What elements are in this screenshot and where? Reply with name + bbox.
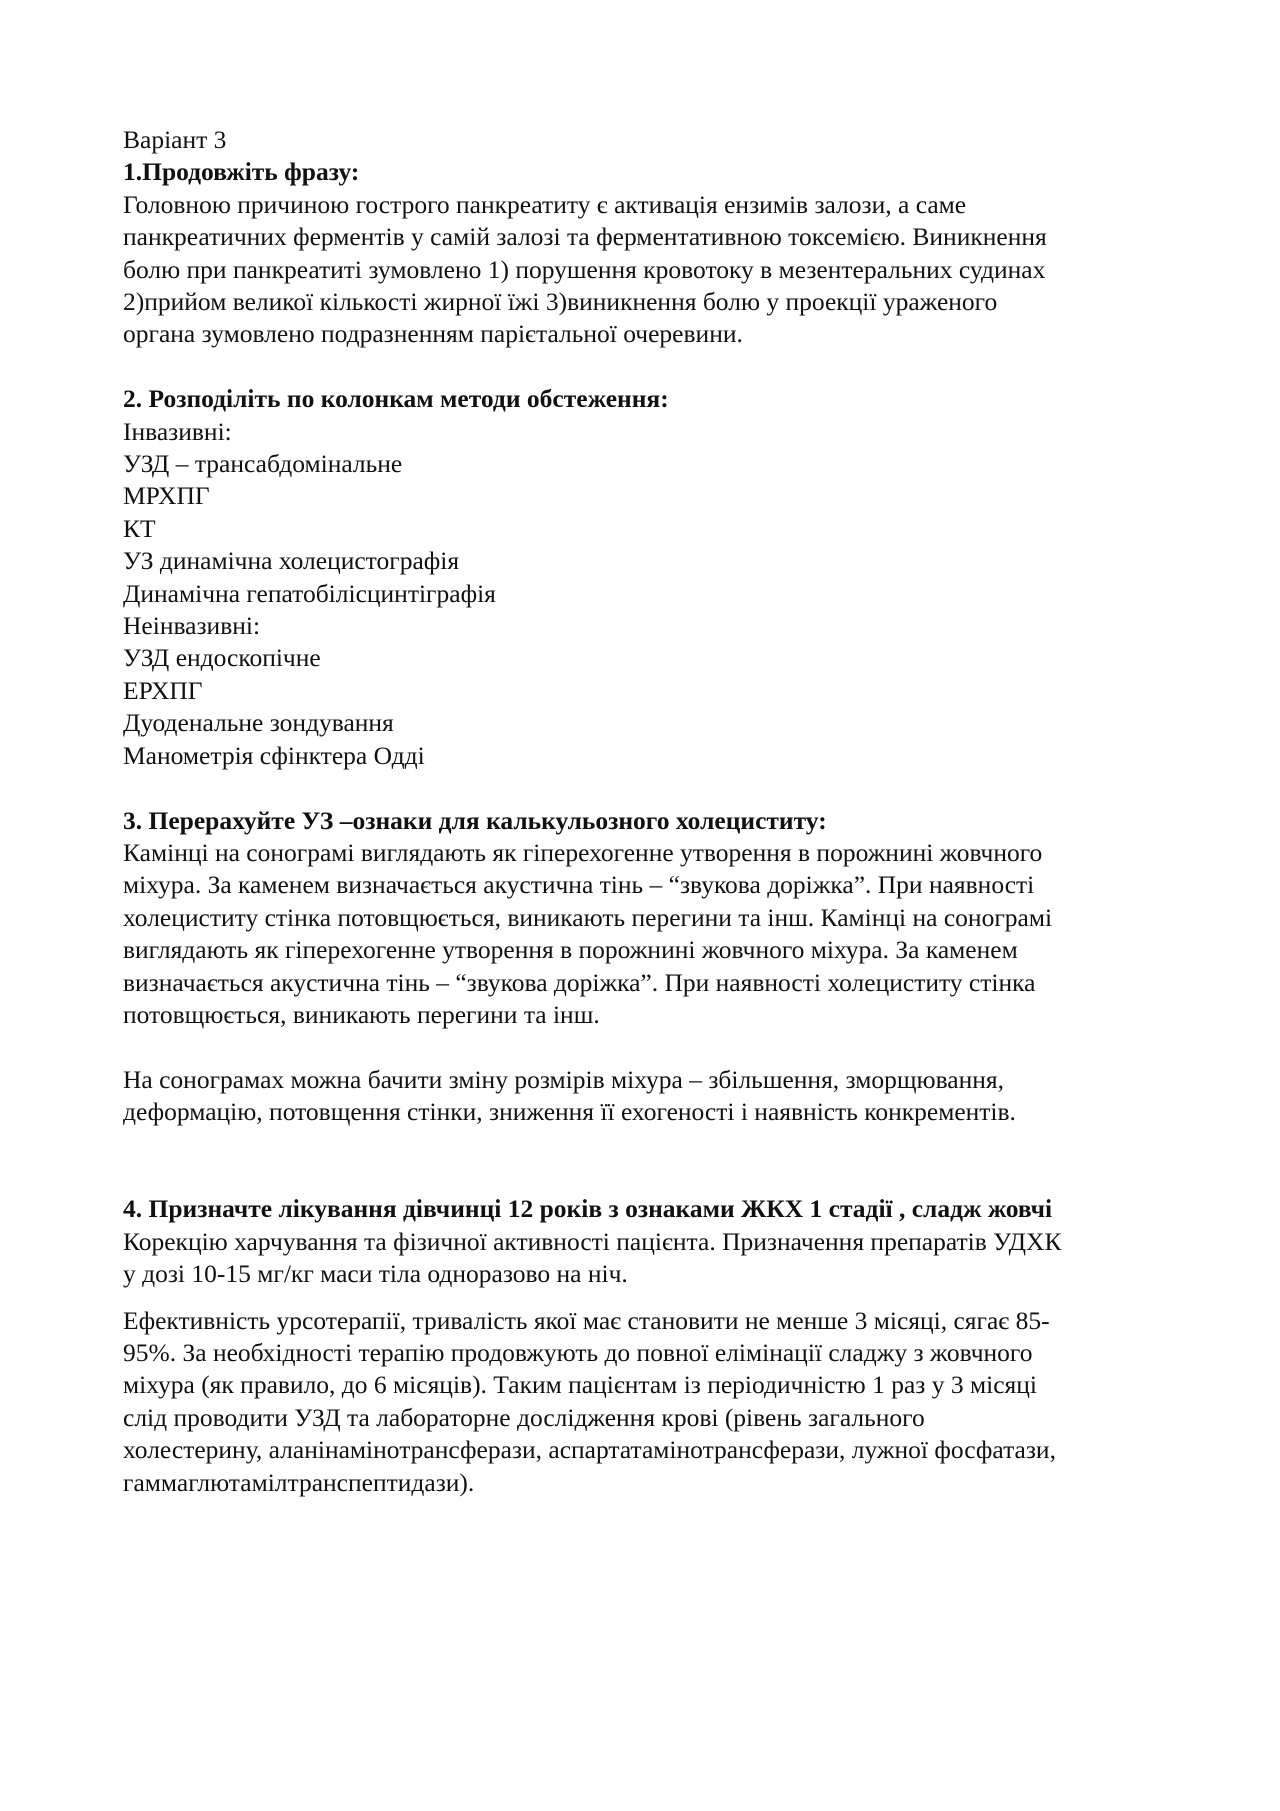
noninvasive-label: Неінвазивні: <box>123 611 261 641</box>
q3-heading: 3. Перерахуйте УЗ –ознаки для калькульозного холециститу: <box>123 805 827 835</box>
q3-p1-line: міхура. За каменем визначається акустична тінь – “звукова доріжка”. При наявності <box>123 870 1035 900</box>
spacer <box>123 1031 1173 1063</box>
document-page <box>123 124 1173 1499</box>
q3-p1-line: потовщюється, виникають перегини та інш. <box>123 999 600 1029</box>
q1-line: органа зумовлено подразненням парієтальної очеревини. <box>123 319 743 349</box>
q2-heading: 2. Розподіліть по колонкам методи обстеження: <box>123 384 669 414</box>
noninvasive-item: Манометрія сфінктера Одді <box>123 740 425 770</box>
q4-p2-line: міхура (як правило, до 6 місяців). Таким пацієнтам із періодичністю 1 раз у 3 місяці <box>123 1370 1037 1400</box>
q3-p2-line: деформацію, потовщення стінки, зниження її ехогеності і наявність конкрементів. <box>123 1097 1016 1127</box>
q4-p2-line: слід проводити УЗД та лабораторне дослідження крові (рівень загального <box>123 1402 925 1432</box>
invasive-item: УЗ динамічна холецистографія <box>123 546 460 576</box>
noninvasive-item: ЕРХПГ <box>123 675 203 705</box>
q3-p1-line: визначається акустична тінь – “звукова доріжка”. При наявності холециститу стінка <box>123 967 1036 997</box>
q4-p2-line: холестерину, аланінамінотрансферази, аспартатамінотрансферази, лужної фосфатази, <box>123 1435 1056 1465</box>
q4-p1-line: у дозі 10-15 мг/кг маси тіла одноразово на ніч. <box>123 1259 628 1289</box>
invasive-item: УЗД – трансабдомінальне <box>123 449 403 479</box>
q3-p2-line: На сонограмах можна бачити зміну розмірів міхура – збільшення, зморщювання, <box>123 1064 1004 1094</box>
q3-p1-line: Камінці на сонограмі виглядають як гіперехогенне утворення в порожнині жовчного <box>123 837 1043 867</box>
invasive-item: КТ <box>123 513 156 543</box>
noninvasive-item: Дуоденальне зондування <box>123 708 394 738</box>
spacer <box>123 351 1173 383</box>
q1-line: болю при панкреатиті зумовлено 1) порушення кровотоку в мезентеральних судинах <box>123 254 1046 284</box>
noninvasive-item: УЗД ендоскопічне <box>123 643 321 673</box>
q3-p1-line: холециститу стінка потовщюється, виникають перегини та інш. Камінці на сонограмі <box>123 902 1053 932</box>
q3-p1-line: виглядають як гіперехогенне утворення в порожнині жовчного міхура. За каменем <box>123 935 1018 965</box>
spacer <box>123 1129 1173 1194</box>
variant-title: Варіант 3 <box>123 125 227 154</box>
q1-line: 2)прийом великої кількості жирної їжі 3)виникнення болю у проекції ураженого <box>123 287 998 317</box>
q4-heading: 4. Призначте лікування дівчинці 12 років з ознаками ЖКХ 1 стадії , сладж жовчі <box>123 1194 1053 1224</box>
q4-p1-line: Корекцію харчування та фізичної активності пацієнта. Призначення препаратів УДХК <box>123 1226 1062 1256</box>
q1-line: Головною причиною гострого панкреатиту є активація ензимів залози, а саме <box>123 189 967 219</box>
invasive-item: МРХПГ <box>123 481 210 511</box>
spacer <box>123 772 1173 804</box>
q4-p2-line: Ефективність урсотерапії, тривалість якої має становити не менше 3 місяці, сягає 85- <box>123 1305 1050 1335</box>
q4-p2-line: 95%. За необхідності терапію продовжують до повної елімінації сладжу з жовчного <box>123 1337 1033 1367</box>
q4-p2-line: гаммаглютамілтранспептидази). <box>123 1467 475 1497</box>
invasive-item: Динамічна гепатобілісцинтіграфія <box>123 578 496 608</box>
invasive-label: Інвазивні: <box>123 416 232 446</box>
q1-line: панкреатичних ферментів у самій залозі та ферментативною токсемією. Виникнення <box>123 222 1047 252</box>
spacer <box>123 1291 1173 1305</box>
q1-heading: 1.Продовжіть фразу: <box>123 157 360 187</box>
